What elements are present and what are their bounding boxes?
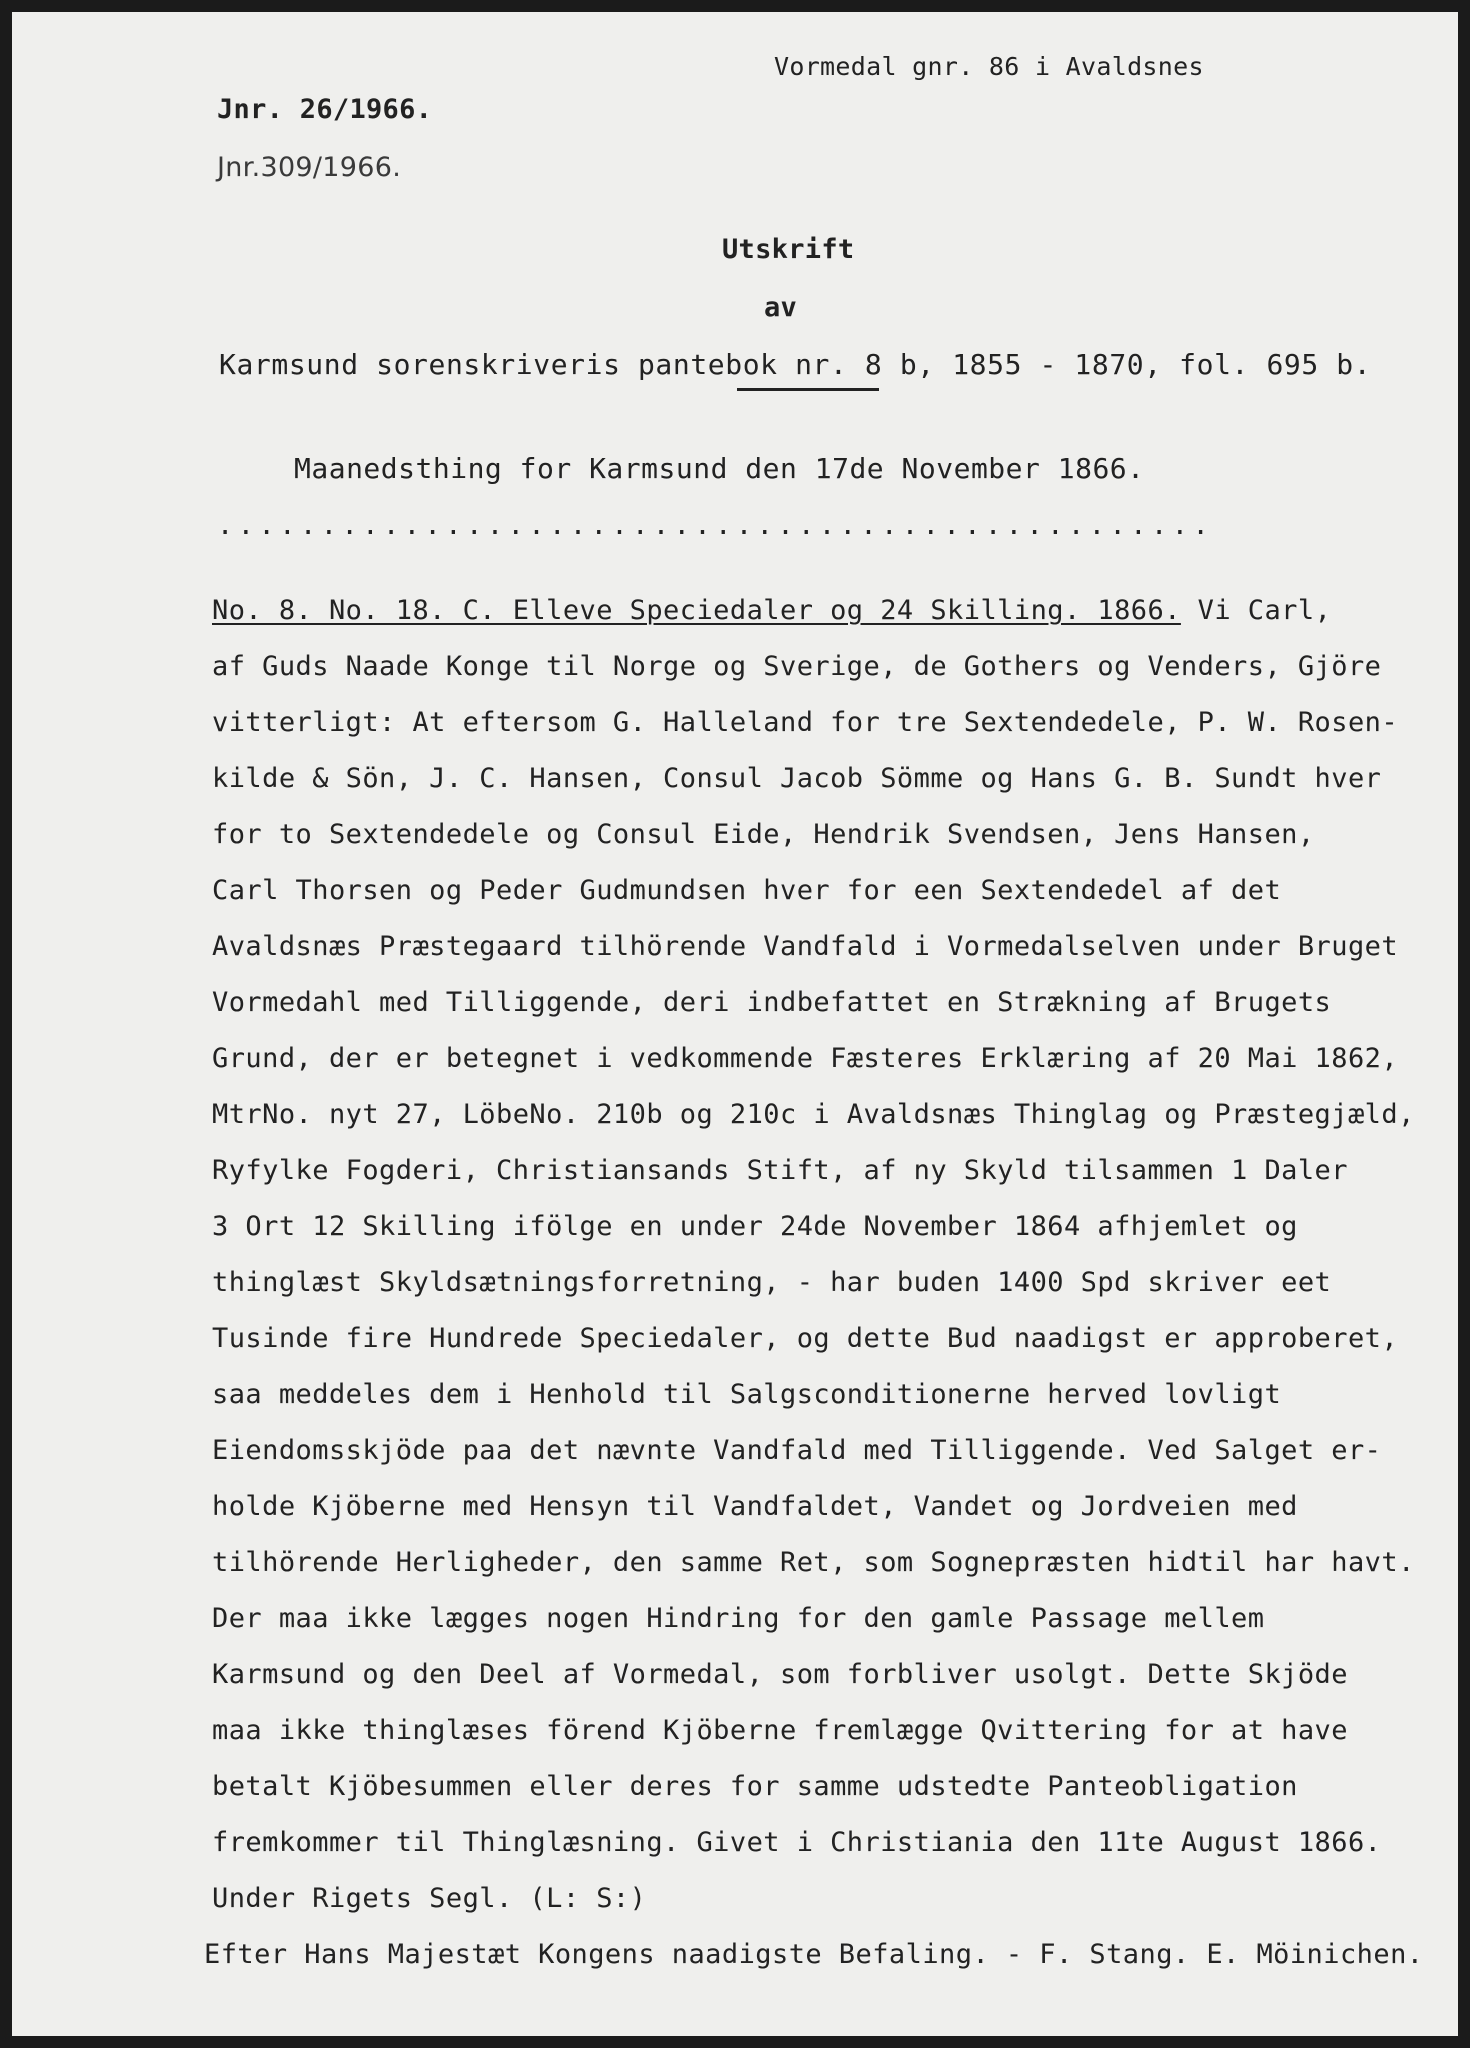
body-line: tilhörende Herligheder, den samme Ret, som Sognepræsten hidtil har havt.: [212, 1547, 1415, 1578]
dotted-separator: ................................................: [217, 510, 1214, 541]
body-line: Der maa ikke lægges nogen Hindring for den gamle Passage mellem: [212, 1603, 1265, 1634]
body-line: Vormedahl med Tilliggende, deri indbefattet en Strækning af Brugets: [212, 987, 1332, 1018]
journal-number-typed: Jnr. 26/1966.: [217, 94, 433, 125]
body-line: maa ikke thinglæses förend Kjöberne fremlægge Qvittering for at have: [212, 1715, 1348, 1746]
body-last-line: Efter Hans Majestæt Kongens naadigste Befaling. - F. Stang. E. Möinichen.: [204, 1939, 1424, 1970]
body-line: saa meddeles dem i Henhold til Salgsconditionerne herved lovligt: [212, 1379, 1282, 1410]
body-line: Avaldsnæs Præstegaard tilhörende Vandfald i Vormedalselven under Bruget: [212, 931, 1399, 962]
body-line: Under Rigets Segl. (L: S:): [212, 1883, 647, 1914]
body-line: 3 Ort 12 Skilling ifölge en under 24de November 1864 afhjemlet og: [212, 1211, 1298, 1242]
body-line: betalt Kjöbesummen eller deres for samme udstedte Panteobligation: [212, 1771, 1298, 1802]
body-line: af Guds Naade Konge til Norge og Sverige, de Gothers og Venders, Gjöre: [212, 651, 1382, 682]
entry-reference: No. 8. No. 18. C. Elleve Speciedaler og 24 Skilling. 1866.: [212, 595, 1181, 626]
body-line: Eiendomsskjöde paa det nævnte Vandfald med Tilliggende. Ved Salget er-: [212, 1435, 1382, 1466]
body-line: Carl Thorsen og Peder Gudmundsen hver for een Sextendedel af det: [212, 875, 1282, 906]
location-header: Vormedal gnr. 86 i Avaldsnes: [774, 52, 1204, 81]
body-line: fremkommer til Thinglæsning. Givet i Christiania den 11te August 1866.: [212, 1827, 1382, 1858]
body-line: kilde & Sön, J. C. Hansen, Consul Jacob Sömme og Hans G. B. Sundt hver: [212, 763, 1382, 794]
body-line: Karmsund og den Deel af Vormedal, som forbliver usolgt. Dette Skjöde: [212, 1659, 1348, 1690]
title-av: av: [764, 292, 798, 323]
body-line: Grund, der er betegnet i vedkommende Fæsteres Erklæring af 20 Mai 1862,: [212, 1043, 1399, 1074]
body-first-line: [212, 595, 1331, 626]
document-page: [12, 12, 1458, 2036]
title-underline: [737, 388, 879, 391]
title-utskrift: Utskrift: [722, 234, 855, 265]
body-line: for to Sextendedele og Consul Eide, Hendrik Svendsen, Jens Hansen,: [212, 819, 1315, 850]
body-line: thinglæst Skyldsætningsforretning, - har buden 1400 Spd skriver eet: [212, 1267, 1332, 1298]
body-line: MtrNo. nyt 27, LöbeNo. 210b og 210c i Avaldsnæs Thinglag og Præstegjæld,: [212, 1099, 1415, 1130]
journal-number-handwritten: Jnr.309/1966.: [217, 152, 402, 183]
body-first-line-rest: Vi Carl,: [1180, 595, 1332, 626]
body-line: Ryfylke Fogderi, Christiansands Stift, af ny Skyld tilsammen 1 Daler: [212, 1155, 1348, 1186]
body-line: vitterligt: At eftersom G. Halleland for tre Sextendedele, P. W. Rosen-: [212, 707, 1399, 738]
session-heading: Maanedsthing for Karmsund den 17de November 1866.: [294, 452, 1145, 485]
title-source: Karmsund sorenskriveris pantebok nr. 8 b, 1855 - 1870, fol. 695 b.: [219, 348, 1372, 381]
body-line: holde Kjöberne med Hensyn til Vandfaldet, Vandet og Jordveien med: [212, 1491, 1298, 1522]
body-line: Tusinde fire Hundrede Speciedaler, og dette Bud naadigst er approberet,: [212, 1323, 1399, 1354]
